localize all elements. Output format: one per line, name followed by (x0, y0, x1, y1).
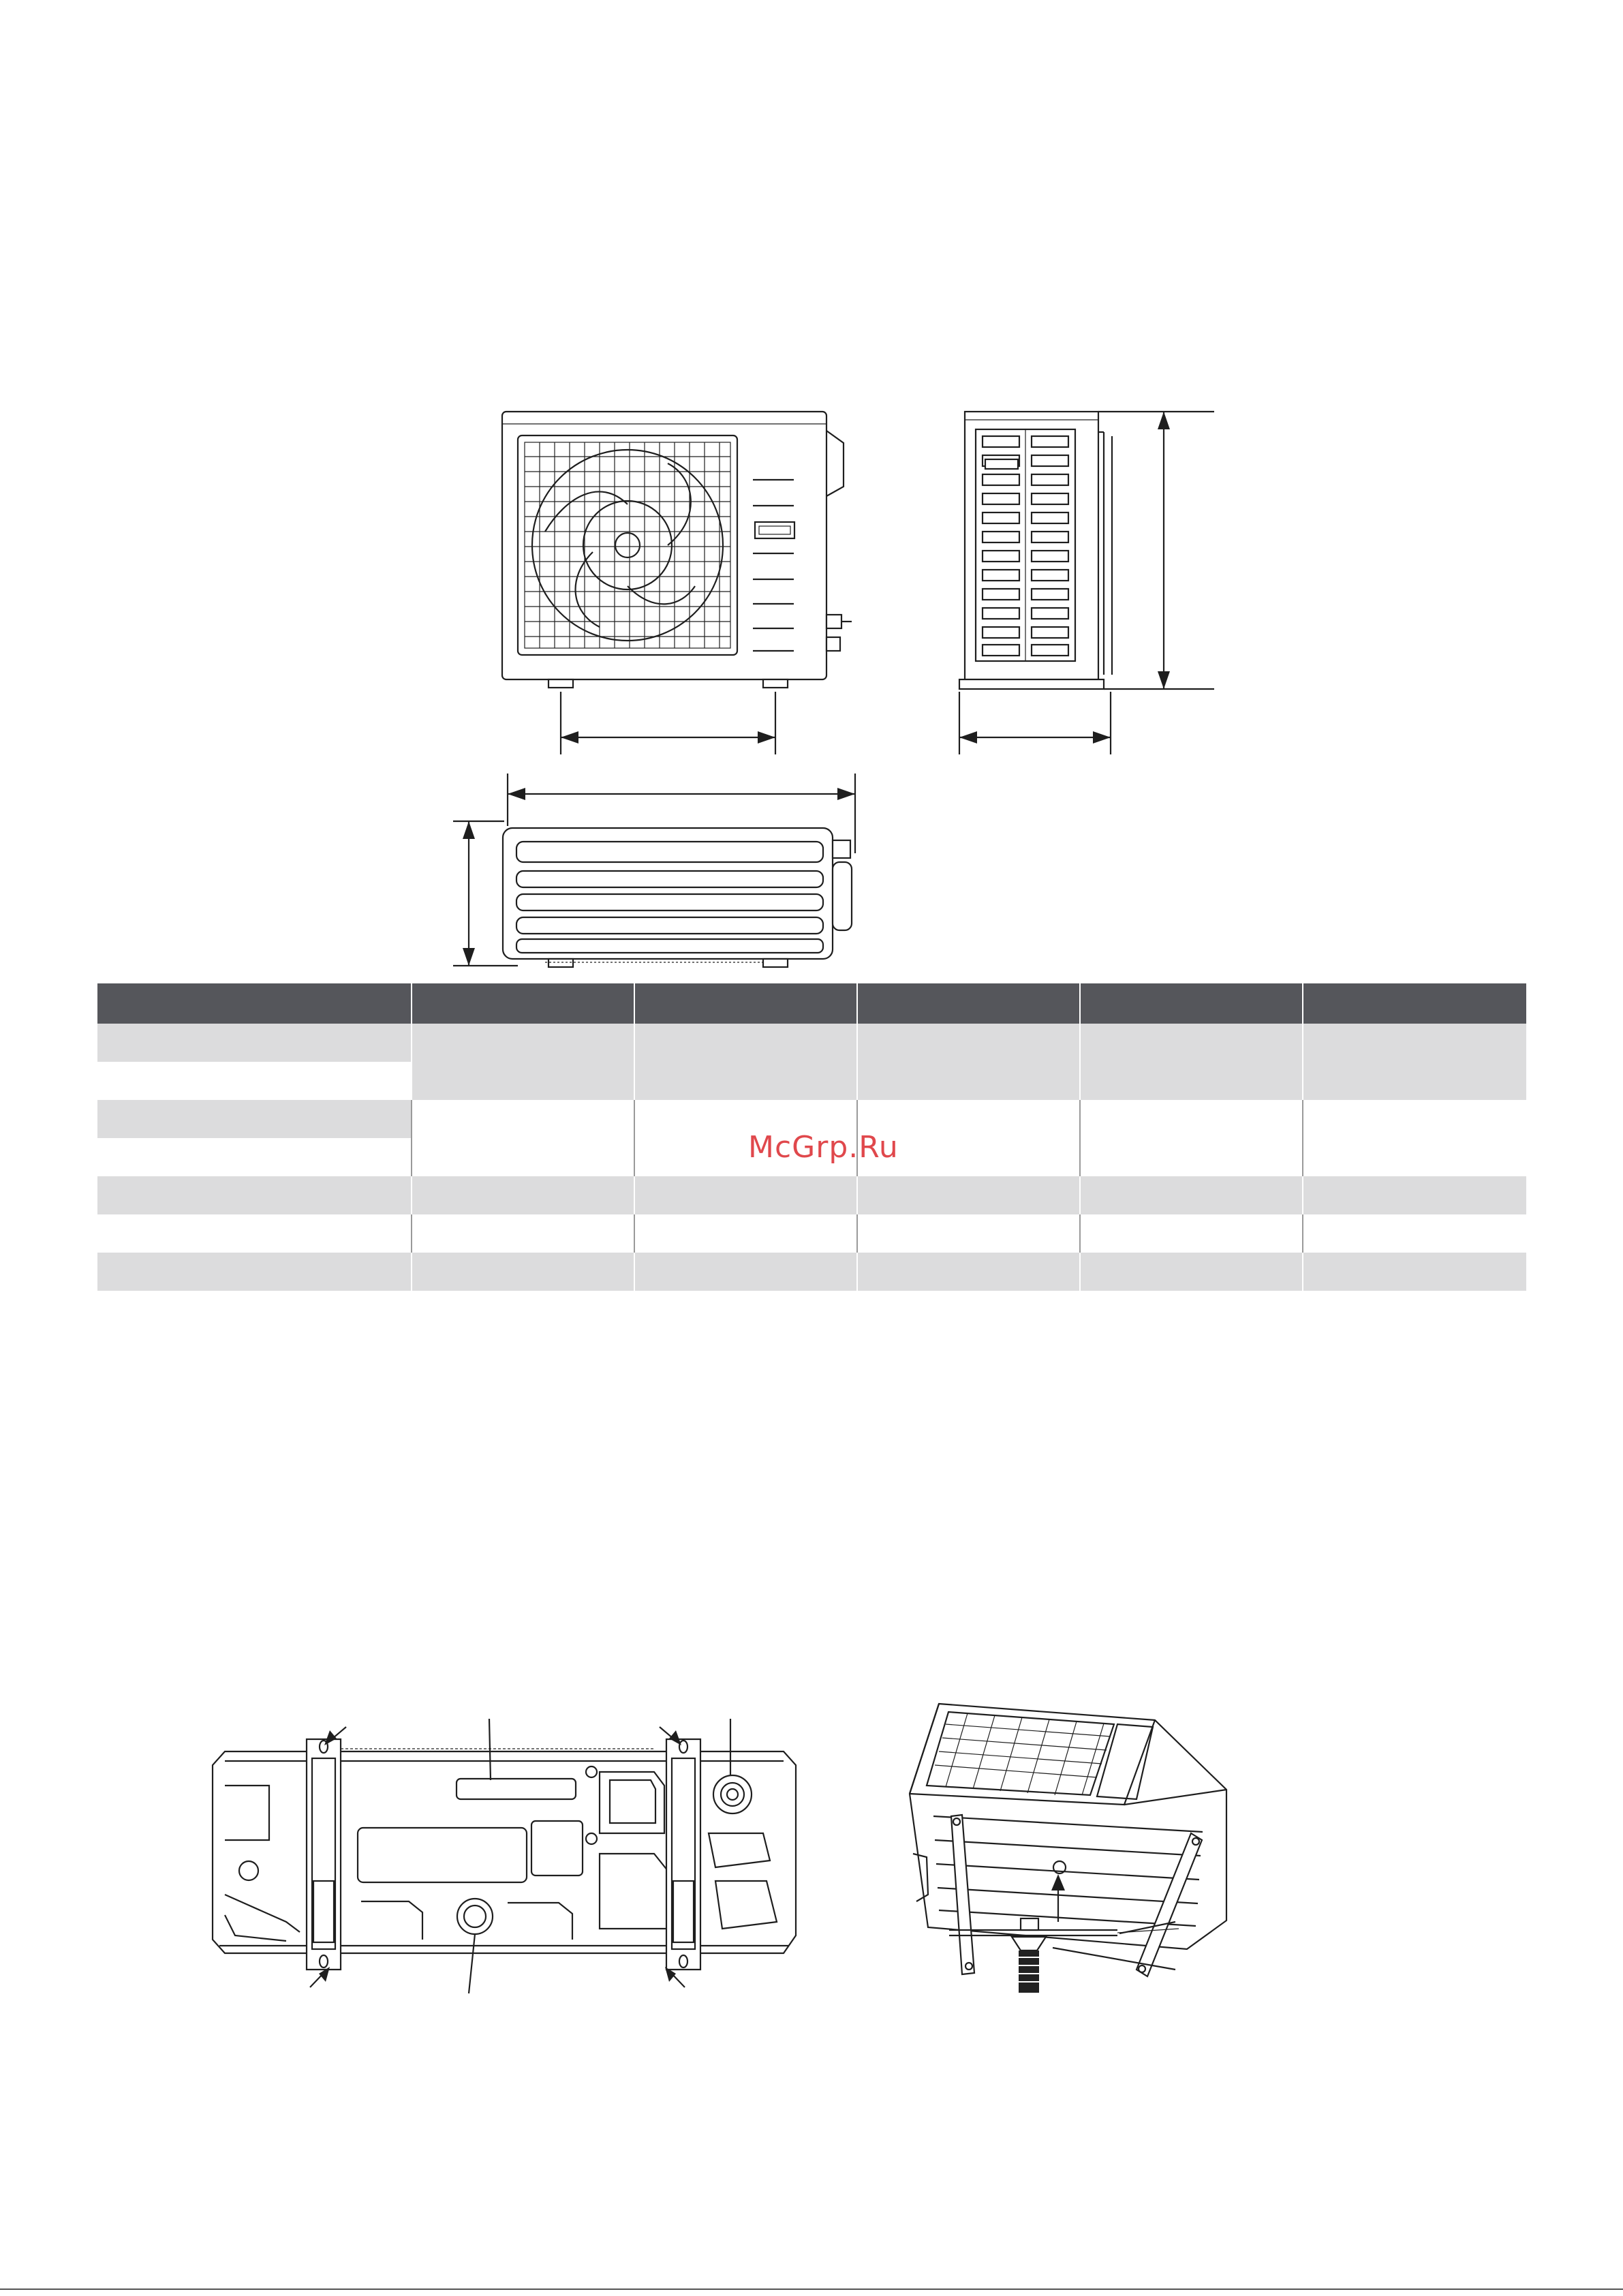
table-cell (857, 1024, 1080, 1100)
table-cell (1303, 1214, 1526, 1253)
table-cell (857, 1214, 1080, 1253)
header-cell (1080, 983, 1303, 1024)
table-cell (1303, 1253, 1526, 1291)
header-cell (412, 983, 634, 1024)
watermark-text: McGrp.Ru (748, 1130, 899, 1165)
table-cell (97, 1100, 412, 1138)
header-cell (634, 983, 857, 1024)
table-cell (1080, 1176, 1303, 1214)
table-cell (412, 1024, 634, 1100)
table-cell (97, 1176, 412, 1214)
table-header-row (97, 983, 1526, 1024)
table-cell (634, 1253, 857, 1291)
table-cell (857, 1176, 1080, 1214)
table-cell (97, 1214, 412, 1253)
header-cell (857, 983, 1080, 1024)
table-row (97, 1214, 1526, 1253)
table-cell (412, 1100, 634, 1176)
table-row (97, 1253, 1526, 1291)
header-cell (1303, 983, 1526, 1024)
table-cell (412, 1176, 634, 1214)
table-cell (634, 1024, 857, 1100)
table-cell (1303, 1100, 1526, 1176)
table-cell (1080, 1024, 1303, 1100)
table-cell (412, 1214, 634, 1253)
table-row (97, 1024, 1526, 1062)
table-cell (97, 1138, 412, 1176)
table-cell (97, 1253, 412, 1291)
table-cell (412, 1253, 634, 1291)
table-cell (97, 1062, 412, 1100)
table-cell (1080, 1100, 1303, 1176)
table-cell (1303, 1024, 1526, 1100)
footer-rule (0, 2289, 1623, 2290)
table-row (97, 1176, 1526, 1214)
table-cell (857, 1253, 1080, 1291)
table-cell (1080, 1253, 1303, 1291)
table-cell (1303, 1176, 1526, 1214)
table-cell (634, 1176, 857, 1214)
table-cell (634, 1214, 857, 1253)
table-cell (1080, 1214, 1303, 1253)
header-cell (97, 983, 412, 1024)
table-cell (97, 1024, 412, 1062)
